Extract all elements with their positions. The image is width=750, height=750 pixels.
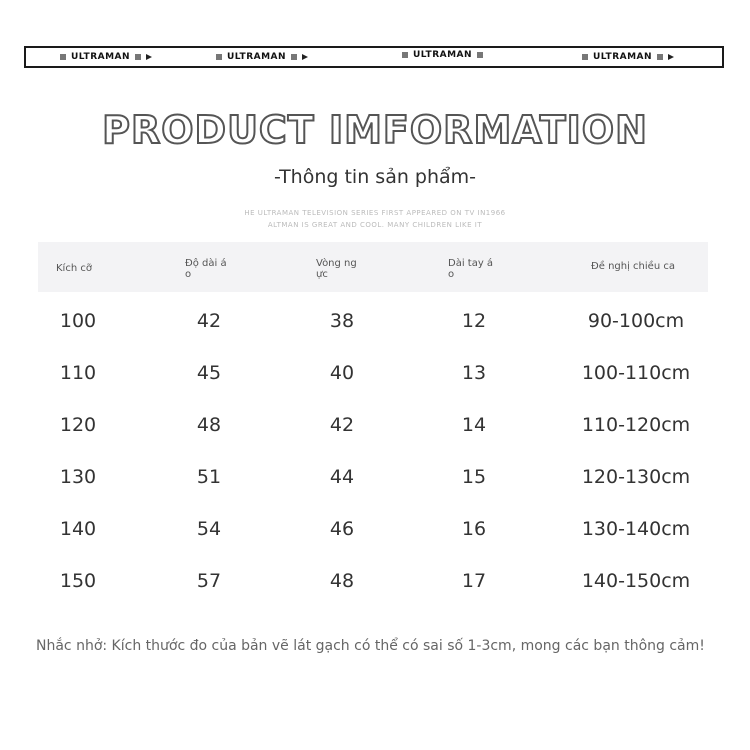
table-row [0, 310, 750, 340]
page-subtitle: -Thông tin sản phẩm- [273, 166, 477, 188]
height-cell: 130-140cm [581, 518, 691, 540]
square-icon [216, 54, 222, 60]
sleeve-cell: 14 [461, 414, 487, 436]
table-row [0, 362, 750, 392]
description-line: ALTMAN IS GREAT AND COOL. MANY CHILDREN LIKE IT [267, 221, 483, 229]
size-cell: 100 [59, 310, 97, 332]
table-row [0, 414, 750, 444]
size-cell: 150 [59, 570, 97, 592]
chest-cell: 44 [329, 466, 355, 488]
table-row [0, 570, 750, 600]
chest-cell: 46 [329, 518, 355, 540]
height-cell: 90-100cm [587, 310, 685, 332]
square-icon [477, 52, 483, 58]
sleeve-cell: 12 [461, 310, 487, 332]
description-line: HE ULTRAMAN TELEVISION SERIES FIRST APPEARED ON TV IN1966 [244, 209, 506, 217]
sleeve-cell: 13 [461, 362, 487, 384]
height-cell: 100-110cm [581, 362, 691, 384]
table-row [0, 466, 750, 496]
length-cell: 48 [196, 414, 222, 436]
brand-label: ULTRAMAN [593, 52, 653, 62]
length-cell: 42 [196, 310, 222, 332]
length-cell: 51 [196, 466, 222, 488]
brand-tag [402, 50, 483, 60]
square-icon [402, 52, 408, 58]
height-cell: 140-150cm [581, 570, 691, 592]
square-icon [657, 54, 663, 60]
header-sleeve: Dài tay á o [448, 258, 494, 280]
header-size: Kích cỡ [56, 263, 92, 274]
square-icon [582, 54, 588, 60]
brand-label: ULTRAMAN [413, 50, 473, 60]
height-cell: 120-130cm [581, 466, 691, 488]
brand-tag [582, 52, 674, 62]
brand-tag [60, 52, 152, 62]
arrow-right-icon [302, 54, 308, 60]
chest-cell: 38 [329, 310, 355, 332]
table-header [38, 242, 708, 292]
sleeve-cell: 16 [461, 518, 487, 540]
header-chest: Vòng ng ực [316, 258, 357, 280]
table-row [0, 518, 750, 548]
brand-label: ULTRAMAN [227, 52, 287, 62]
arrow-right-icon [668, 54, 674, 60]
sleeve-cell: 15 [461, 466, 487, 488]
brand-tag [216, 52, 308, 62]
chest-cell: 48 [329, 570, 355, 592]
square-icon [291, 54, 297, 60]
height-cell: 110-120cm [581, 414, 691, 436]
chest-cell: 42 [329, 414, 355, 436]
sleeve-cell: 17 [461, 570, 487, 592]
header-length: Độ dài á o [185, 258, 227, 280]
brand-label: ULTRAMAN [71, 52, 131, 62]
arrow-right-icon [146, 54, 152, 60]
page-title: PRODUCT IMFORMATION [102, 108, 648, 152]
square-icon [135, 54, 141, 60]
length-cell: 45 [196, 362, 222, 384]
length-cell: 54 [196, 518, 222, 540]
header-height: Đề nghị chiều ca [591, 261, 675, 272]
size-cell: 120 [59, 414, 97, 436]
size-cell: 140 [59, 518, 97, 540]
chest-cell: 40 [329, 362, 355, 384]
ultraman-banner [24, 46, 724, 68]
square-icon [60, 54, 66, 60]
size-cell: 130 [59, 466, 97, 488]
length-cell: 57 [196, 570, 222, 592]
size-note: Nhắc nhở: Kích thước đo của bản vẽ lát gạch có thể có sai số 1-3cm, mong các bạn thông cảm! [36, 638, 705, 654]
size-cell: 110 [59, 362, 97, 384]
